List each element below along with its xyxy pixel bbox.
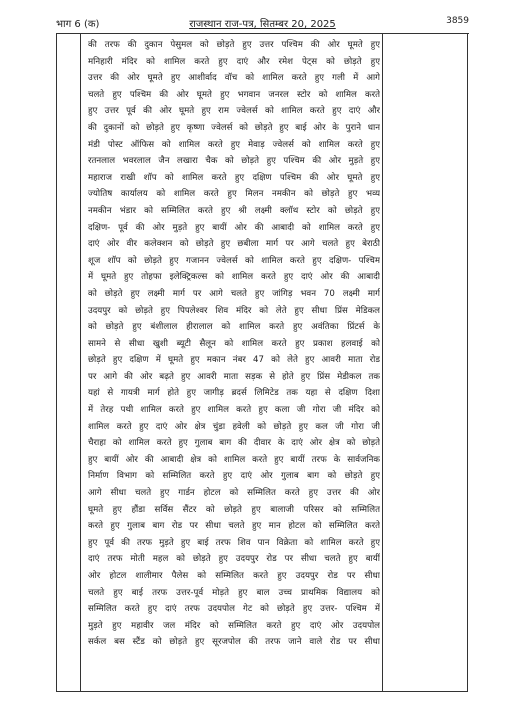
text-line: हुए बायीं ओर की आबादी क्षेत्र को शामिल करते हुए बायीं तरफ के सार्वजनिक xyxy=(88,454,380,465)
text-line: में घूमते हुए तोहफा इलेक्ट्रिकल्स को शामिल करते हुए दाएं ओर की आबादी xyxy=(88,272,380,283)
text-line: दाएं ओर वीर कलेक्शन को छोड़ते हुए छबीला मार्ग पर आगे चलते हुए बेराठी xyxy=(88,239,380,250)
column-divider-right xyxy=(382,34,383,691)
text-line: करते हुए गुलाब बाग रोड पर सीधा चलते हुए मान होटल को सम्मिलित करते xyxy=(88,521,380,532)
text-line: चैराहा को शामिल करते हुए गुलाब बाग की दीवार के दाएं ओर क्षेत्र को छोड़ते xyxy=(88,438,380,449)
text-line: की दुकानों को छोड़ते हुए कृष्णा ज्वेलर्स को छोड़ते हुए बाई ओर के पुराने धान xyxy=(88,122,380,133)
text-line: दाएं तरफ मोती महल को छोड़ते हुए उदयपुर रोड पर सीधा चलते हुए बायीं xyxy=(88,554,380,565)
text-line: में तेरह पथी शामिल करते हुए शामिल करते हुए कला जी गोरा जी मंदिर को xyxy=(88,405,380,416)
text-line: उदयपुर को छोड़ते हुए पिपलेश्वर शिव मंदिर को लेते हुए सीधा प्रिंस मेडिकल xyxy=(88,305,380,316)
text-line: घूमते हुए हौंडा सर्विस सैंटर को छोड़ते हुए बालाजी परिसर को सम्मिलित xyxy=(88,504,380,515)
text-line: हुए उत्तर पूर्व की ओर घूमते हुए राम ज्वेलर्स को शामिल करते हुए दाएं और xyxy=(88,106,380,117)
text-line: उत्तर की ओर घूमते हुए आशीर्वाद वॉच को शामिल करते हुए गली में आगे xyxy=(88,73,380,84)
text-line: सामने से सीधा खुशी ब्यूटी सैलून को शामिल करते हुए प्रकाश हलवाई को xyxy=(88,338,380,349)
text-line: आगे सीधा चलते हुए गार्डन होटल को सम्मिलित करते हुए उत्तर की ओर xyxy=(88,488,380,499)
text-line: यहां से गायत्री मार्ग होते हुए जागीड़ ब्रदर्स लिमिटेड तक यहा से दक्षिण दिशा xyxy=(88,388,380,399)
text-line: दक्षिण- पूर्व की ओर मुड़ते हुए बायीं ओर की आबादी को शामिल करते हुए xyxy=(88,222,380,233)
text-line: महाराज राखी शॉप को शामिल करते हुए दक्षिण पश्चिम की ओर घूमते हुए xyxy=(88,172,380,183)
text-line: मुड़ते हुए महावीर जल मंदिर को सम्मिलित करते हुए दाएं ओर उदयपोल xyxy=(88,620,380,631)
text-line: चलते हुए पश्चिम की ओर घूमते हुए भगवान जनरल स्टोर को शामिल करते xyxy=(88,89,380,100)
text-line: मनिहारी मंदिर को शामिल करते हुए दाएं और रमेश पेट्स को छोड़ते हुए xyxy=(88,56,380,67)
text-line: पर आगे की ओर बढ़ते हुए आवरी माता सड़क से होते हुए प्रिंस मेडीकल तक xyxy=(88,371,380,382)
text-line: सम्मिलित करते हुए दाएं तरफ उदयपोल गेट को छोड़ते हुए उत्तर- पश्चिम में xyxy=(88,604,380,615)
text-line: चलते हुए बाई तरफ उत्तर-पूर्व मोड़ते हुए बाल उच्च प्राथमिक विद्यालय को xyxy=(88,587,380,598)
page-header xyxy=(56,14,469,32)
text-line: ज्योतिष कार्यालय को शामिल करते हुए मिलन नमकीन को छोड़ते हुए भव्य xyxy=(88,189,380,200)
gazette-title: राजस्थान राज-पत्र, सितम्बर 20, 2025 xyxy=(189,19,336,30)
text-line: को छोड़ते हुए लक्ष्मी मार्ग पर आगे चलते हुए जांगिड़ भवन 70 लक्ष्मी मार्ग xyxy=(88,288,380,299)
page-number: 3859 xyxy=(446,16,469,26)
text-line: नमकीन भंडार को सम्मिलित करते हुए श्री लक्ष्मी क्लॉथ स्टोर को छोड़ते हुए xyxy=(88,205,380,216)
text-line: शामिल करते हुए दाएं ओर क्षेत्र चुंडा हवेली को छोड़ते हुए कल जी गोरा जी xyxy=(88,421,380,432)
text-line: छोड़ते हुए दक्षिण में घूमते हुए मकान नंबर 47 को लेते हुए आवरी माता रोड xyxy=(88,355,380,366)
text-line: हुए पूर्व की तरफ मुड़ते हुए बाई तरफ शिव पान विक्रेता को शामिल करते हुए xyxy=(88,537,380,548)
boundary-description xyxy=(88,37,380,651)
text-line: निर्माण विभाग को सम्मिलित करते हुए दाएं ओर गुलाब बाग को छोड़ते हुए xyxy=(88,471,380,482)
text-line: सर्कल बस स्टैंड को छोड़ते हुए सूरजपोल की तरफ जाने वाले रोड पर सीधा xyxy=(88,637,380,648)
text-line: रतनलाल भवरलाल जैन लखारा चैक को छोड़ते हुए पश्चिम की ओर मुड़ते हुए xyxy=(88,156,380,167)
text-line: शूज शॉप को छोड़ते हुए गजानन ज्वेलर्स को शामिल करते हुए दक्षिण- पश्चिम xyxy=(88,255,380,266)
text-line: मंडी पोस्ट ऑफिस को शामिल करते हुए मेवाड़ ज्वेलर्स को शामिल करते हुए xyxy=(88,139,380,150)
section-label: भाग 6 (क) xyxy=(56,19,100,30)
text-line: की तरफ की दुकान पेसुमल को छोड़ते हुए उत्तर पश्चिम की ओर घूमते हुए xyxy=(88,40,380,50)
text-line: को छोड़ते हुए बंशीलाल हीरालाल को शामिल करते हुए अवंतिका प्रिंटर्स के xyxy=(88,322,380,333)
column-divider-left xyxy=(80,34,81,691)
text-line: ओर होटल शालीमार पैलेस को सम्मिलित करते हुए उदयपुर रोड पर सीधा xyxy=(88,571,380,581)
